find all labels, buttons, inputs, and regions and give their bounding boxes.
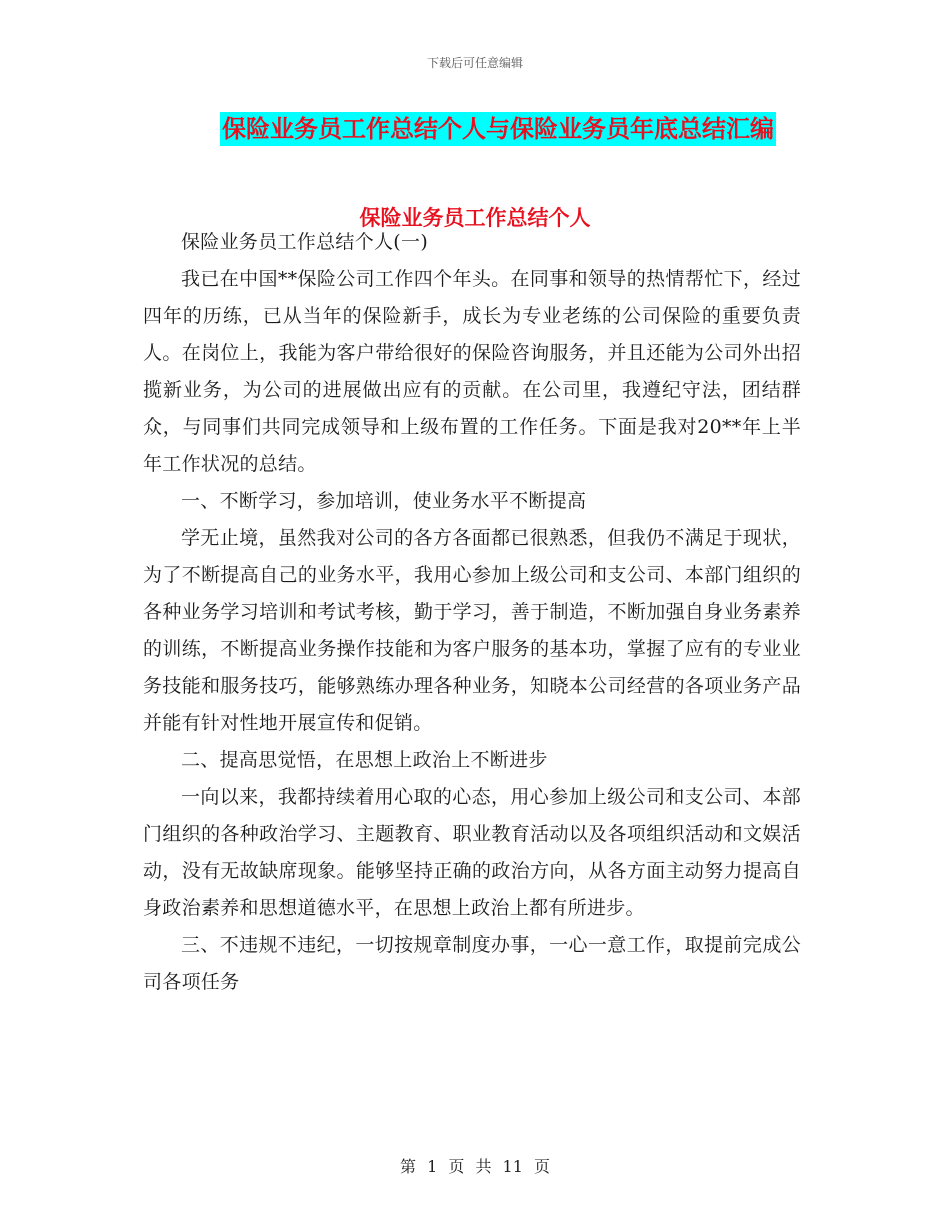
document-body xyxy=(143,224,801,1001)
paragraph: 一向以来，我都持续着用心取的心态，用心参加上级公司和支公司、本部门组织的各种政治学习、主题教育、职业教育活动以及各项组织活动和文娱活动，没有无故缺席现象。能够坚持正确的政治方向，从各方面主动努力提高自身政治素养和思想道德水平，在思想上政治上都有所进步。 xyxy=(143,786,801,919)
header-note: 下载后可任意编辑 xyxy=(426,56,523,70)
main-title: 保险业务员工作总结个人与保险业务员年底总结汇编 xyxy=(220,112,776,146)
page-footer: 第 1 页 共 11 页 xyxy=(400,1157,550,1176)
main-title-wrap xyxy=(0,112,950,146)
paragraph-heading: 二、提高思觉悟，在思想上政治上不断进步 xyxy=(181,749,548,771)
paragraph: 学无止境，虽然我对公司的各方各面都已很熟悉，但我仍不满足于现状，为了不断提高自己的业务水平，我用心参加上级公司和支公司、本部门组织的各种业务学习培训和考试考核，勤于学习，善于制造，不断加强自身业务素养的训练，不断提高业务操作技能和为客户服务的基本功，掌握了应有的专业业务技能和服务技巧，能够熟练办理各种业务，知晓本公司经营的各项业务产品并能有针对性地开展宣传和促销。 xyxy=(143,527,801,734)
paragraph-subtitle: 保险业务员工作总结个人(一) xyxy=(181,231,429,253)
section-title: 保险业务员工作总结个人 xyxy=(359,206,591,230)
paragraph-heading: 一、不断学习，参加培训，使业务水平不断提高 xyxy=(181,490,587,512)
paragraph-heading: 三、不违规不违纪，一切按规章制度办事，一心一意工作，取提前完成公司各项任务 xyxy=(143,934,801,993)
paragraph: 我已在中国**保险公司工作四个年头。在同事和领导的热情帮忙下，经过四年的历练，已从当年的保险新手，成长为专业老练的公司保险的重要负责人。在岗位上，我能为客户带给很好的保险咨询服务，并且还能为公司外出招揽新业务，为公司的进展做出应有的贡献。在公司里，我遵纪守法，团结群众，与同事们共同完成领导和上级布置的工作任务。下面是我对20**年上半年工作状况的总结。 xyxy=(143,268,801,475)
